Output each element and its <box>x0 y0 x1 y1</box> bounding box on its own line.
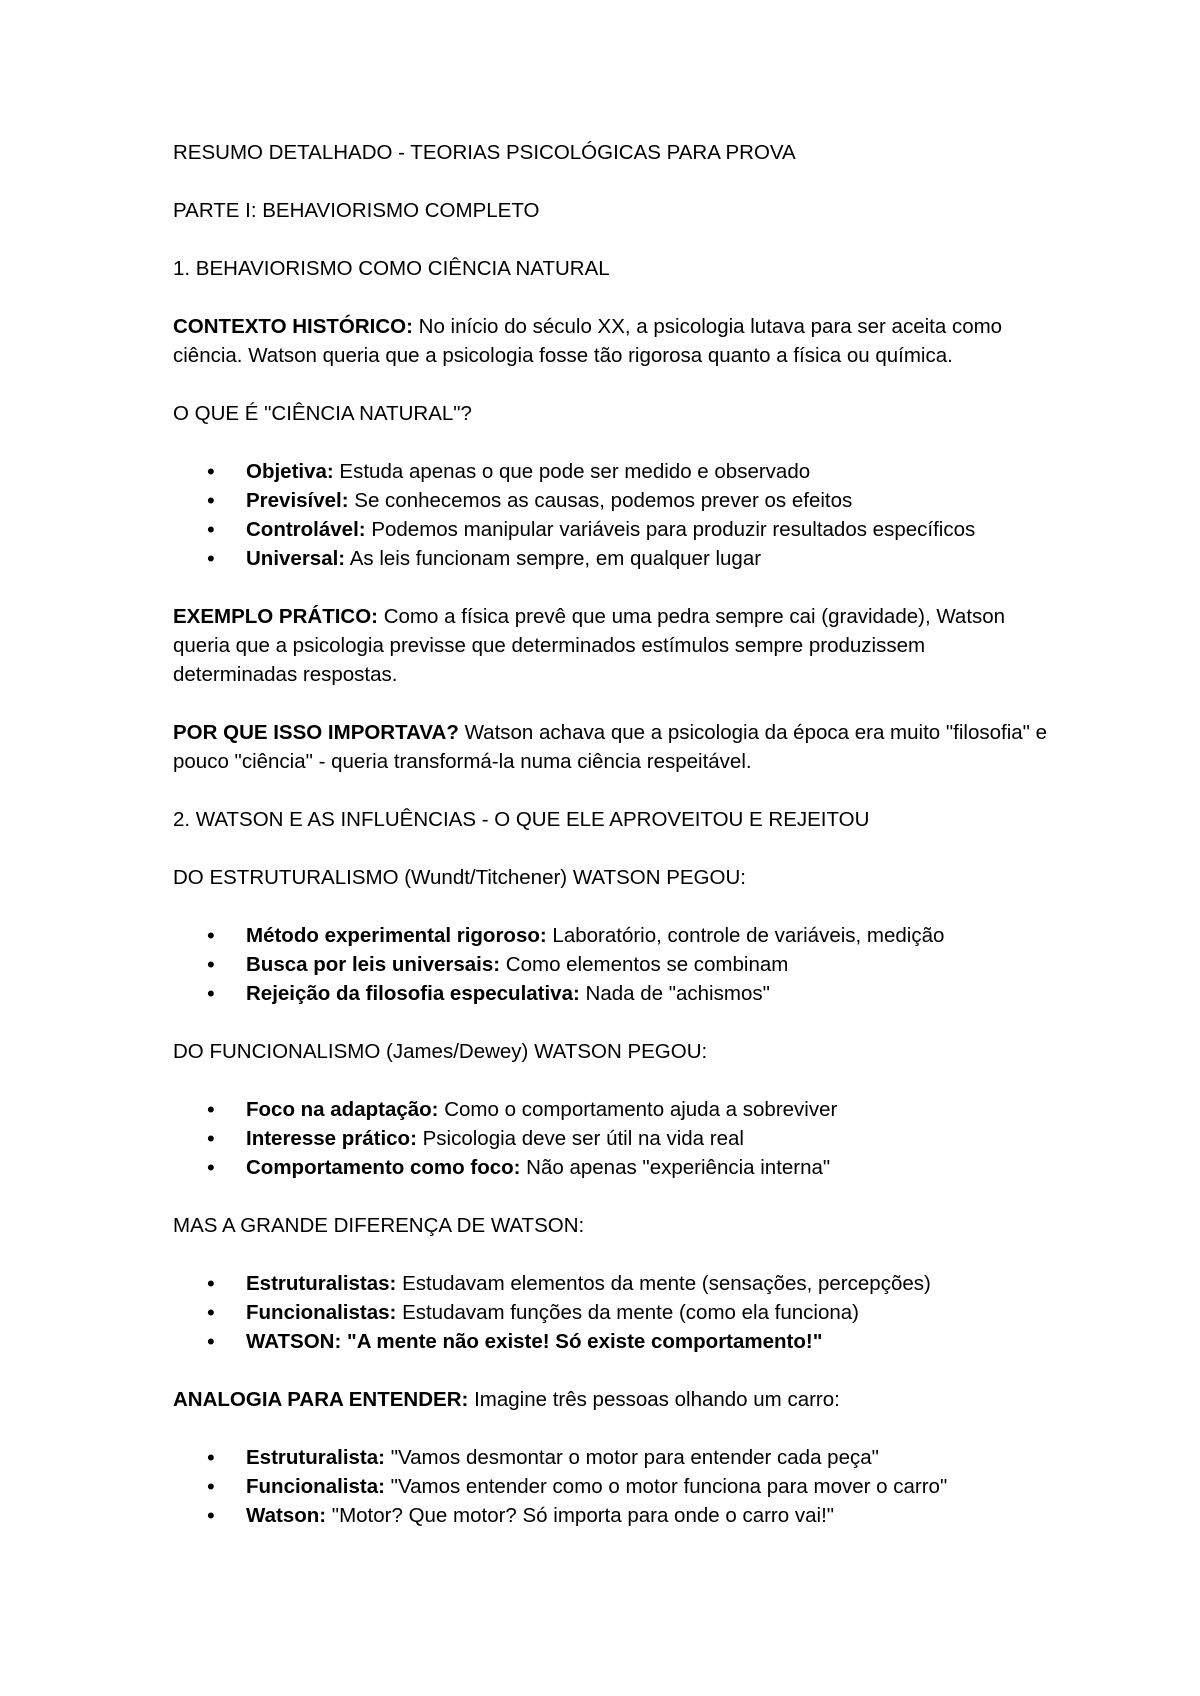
item-label: Universal: <box>246 547 346 570</box>
analogy-text: Imagine três pessoas olhando um carro: <box>474 1388 840 1411</box>
list-item <box>173 979 1053 1008</box>
item-label: Funcionalista: <box>246 1475 385 1498</box>
item-text: "Vamos entender como o motor funciona para mover o carro" <box>390 1475 948 1498</box>
item-text: Estuda apenas o que pode ser medido e observado <box>339 460 811 483</box>
item-text: Como elementos se combinam <box>505 953 789 976</box>
item-text: Psicologia deve ser útil na vida real <box>422 1127 744 1150</box>
item-label: Watson: <box>246 1504 327 1527</box>
item-text: Estudavam elementos da mente (sensações, percepções) <box>402 1272 931 1295</box>
item-text: "Motor? Que motor? Só importa para onde o carro vai!" <box>331 1504 835 1527</box>
item-label: Estruturalista: <box>246 1446 385 1469</box>
analogy-list <box>173 1443 1053 1530</box>
item-label: Previsível: <box>246 489 349 512</box>
section2-heading: 2. WATSON E AS INFLUÊNCIAS - O QUE ELE APROVEITOU E REJEITOU <box>173 808 870 831</box>
list-item <box>173 544 1053 573</box>
functionalism-heading: DO FUNCIONALISMO (James/Dewey) WATSON PEGOU: <box>173 1040 708 1063</box>
list-item <box>173 1153 1053 1182</box>
natural-science-question: O QUE É "CIÊNCIA NATURAL"? <box>173 402 472 425</box>
section1-heading: 1. BEHAVIORISMO COMO CIÊNCIA NATURAL <box>173 257 610 280</box>
item-text: "Vamos desmontar o motor para entender cada peça" <box>390 1446 879 1469</box>
item-label: Método experimental rigoroso: <box>246 924 547 947</box>
why-paragraph <box>173 718 1053 776</box>
why-text: Watson achava que a psicologia da época era muito "filosofia" e pouco "ciência" - queria transformá-la numa ciência respeitável. <box>173 721 1048 773</box>
list-item <box>173 950 1053 979</box>
context-text: No início do século XX, a psicologia lutava para ser aceita como ciência. Watson queria que a psicologia fosse tão rigorosa quanto a física ou química. <box>173 315 1003 367</box>
list-item <box>173 1443 1053 1472</box>
item-label: Rejeição da filosofia especulativa: <box>246 982 580 1005</box>
item-text: Estudavam funções da mente (como ela funciona) <box>402 1301 860 1324</box>
item-label: Controlável: <box>246 518 366 541</box>
why-label: POR QUE ISSO IMPORTAVA? <box>173 721 459 744</box>
structuralism-heading: DO ESTRUTURALISMO (Wundt/Titchener) WATSON PEGOU: <box>173 866 746 889</box>
part-heading: PARTE I: BEHAVIORISMO COMPLETO <box>173 199 540 222</box>
example-text: Como a física prevê que uma pedra sempre cai (gravidade), Watson queria que a psicologia previsse que determinados estímulos sempre produzissem determinadas respostas. <box>173 605 1006 686</box>
natural-science-list <box>173 457 1053 573</box>
item-label: Objetiva: <box>246 460 334 483</box>
context-paragraph <box>173 312 1053 370</box>
item-text: Não apenas "experiência interna" <box>526 1156 831 1179</box>
structuralism-list <box>173 921 1053 1008</box>
item-text: Nada de "achismos" <box>585 982 770 1005</box>
list-item <box>173 1501 1053 1530</box>
item-label: Funcionalistas: <box>246 1301 397 1324</box>
document-title: RESUMO DETALHADO - TEORIAS PSICOLÓGICAS PARA PROVA <box>173 141 796 164</box>
list-item <box>173 1095 1053 1124</box>
item-label: Comportamento como foco: <box>246 1156 521 1179</box>
analogy-label: ANALOGIA PARA ENTENDER: <box>173 1388 469 1411</box>
item-label: Foco na adaptação: <box>246 1098 439 1121</box>
item-text: Como o comportamento ajuda a sobreviver <box>444 1098 838 1121</box>
document-body <box>173 138 1053 1530</box>
list-item <box>173 486 1053 515</box>
list-item <box>173 1298 1053 1327</box>
analogy-paragraph <box>173 1385 1053 1414</box>
example-label: EXEMPLO PRÁTICO: <box>173 605 379 628</box>
list-item <box>173 457 1053 486</box>
list-item <box>173 1124 1053 1153</box>
context-label: CONTEXTO HISTÓRICO: <box>173 315 413 338</box>
example-paragraph <box>173 602 1053 689</box>
difference-list <box>173 1269 1053 1356</box>
item-label: Interesse prático: <box>246 1127 417 1150</box>
item-label: Busca por leis universais: <box>246 953 501 976</box>
item-text: As leis funcionam sempre, em qualquer lugar <box>349 547 762 570</box>
item-text: Se conhecemos as causas, podemos prever os efeitos <box>354 489 853 512</box>
item-text: Laboratório, controle de variáveis, medição <box>552 924 945 947</box>
functionalism-list <box>173 1095 1053 1182</box>
item-label: WATSON: "A mente não existe! Só existe comportamento!" <box>246 1330 823 1353</box>
item-label: Estruturalistas: <box>246 1272 397 1295</box>
list-item <box>173 1472 1053 1501</box>
list-item <box>173 1269 1053 1298</box>
difference-heading: MAS A GRANDE DIFERENÇA DE WATSON: <box>173 1214 585 1237</box>
item-text: Podemos manipular variáveis para produzir resultados específicos <box>371 518 976 541</box>
list-item <box>173 921 1053 950</box>
list-item <box>173 1327 1053 1356</box>
list-item <box>173 515 1053 544</box>
